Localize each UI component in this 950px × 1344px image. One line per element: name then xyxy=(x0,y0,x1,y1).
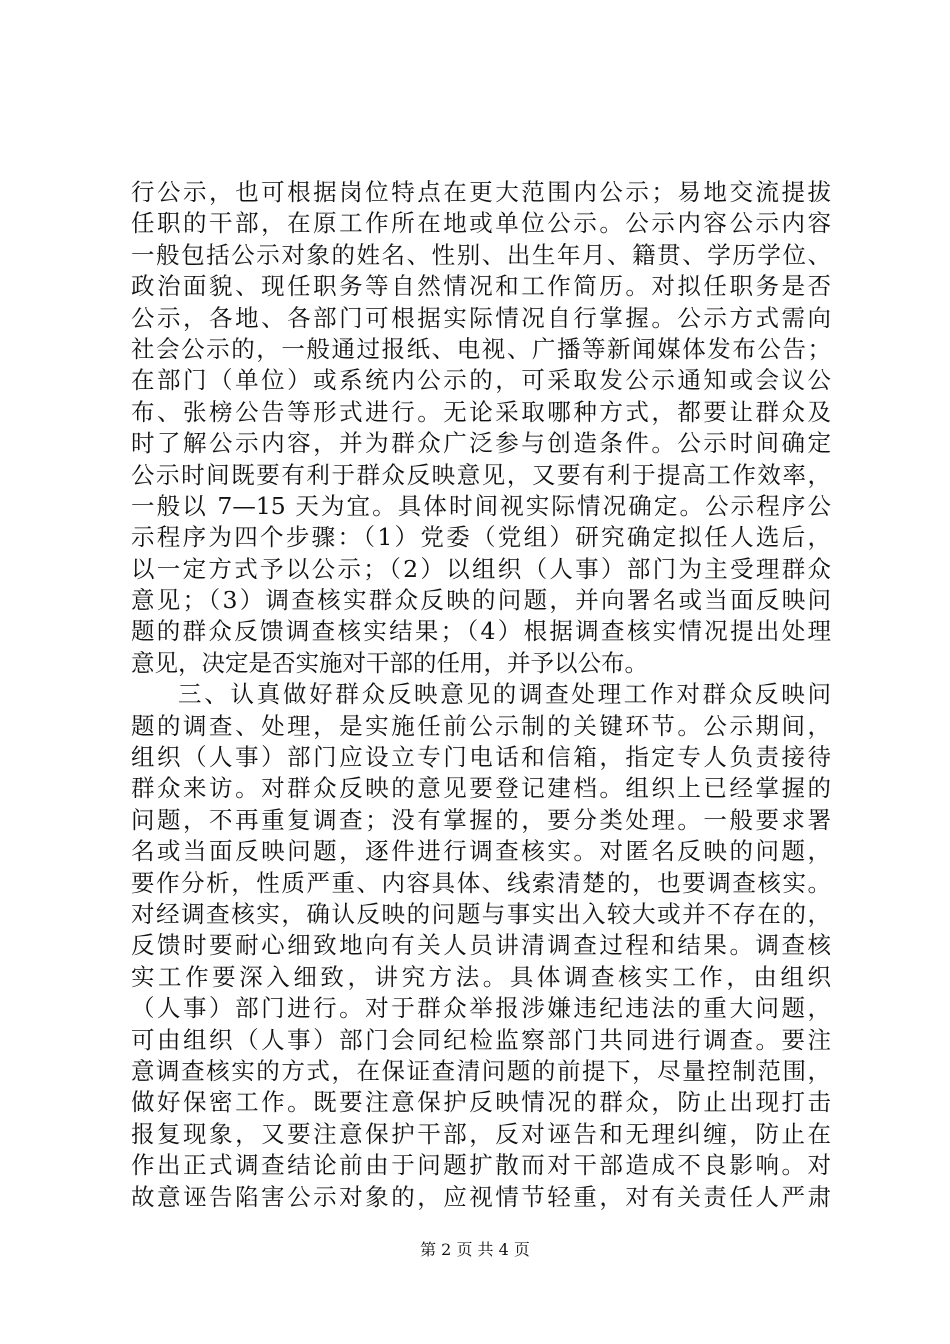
text-line: 问题，不再重复调查；没有掌握的，要分类处理。一般要求署 xyxy=(131,805,831,834)
text-line: 名或当面反映问题，逐件进行调查核实。对匿名反映的问题， xyxy=(131,837,831,866)
text-line: 做好保密工作。既要注意保护反映情况的群众，防止出现打击 xyxy=(131,1088,831,1117)
text-line: 在部门（单位）或系统内公示的，可采取发公示通知或会议公 xyxy=(131,366,831,395)
text-line: 时了解公示内容，并为群众广泛参与创造条件。公示时间确定 xyxy=(131,429,831,458)
document-body xyxy=(131,177,831,1213)
text-line: 要作分析，性质严重、内容具体、线索清楚的，也要调查核实。 xyxy=(131,868,831,897)
text-line: 示程序为四个步骤：（1）党委（党组）研究确定拟任人选后， xyxy=(131,523,831,552)
text-line: 可由组织（人事）部门会同纪检监察部门共同进行调查。要注 xyxy=(131,1025,831,1054)
page-number-footer: 第 2 页 共 4 页 xyxy=(420,1240,530,1259)
text-line: 意调查核实的方式，在保证查清问题的前提下，尽量控制范围， xyxy=(131,1056,831,1085)
text-line: 组织（人事）部门应设立专门电话和信箱，指定专人负责接待 xyxy=(131,743,831,772)
text-line: 群众来访。对群众反映的意见要登记建档。组织上已经掌握的 xyxy=(131,774,831,803)
text-line: 公示，各地、各部门可根据实际情况自行掌握。公示方式需向 xyxy=(131,303,831,332)
text-line: 以一定方式予以公示；（2）以组织（人事）部门为主受理群众 xyxy=(131,554,831,583)
text-line: 一般以 7—15 天为宜。具体时间视实际情况确定。公示程序公 xyxy=(131,491,831,520)
text-line: 意见，决定是否实施对干部的任用，并予以公布。 xyxy=(131,648,648,677)
text-line: 故意诬告陷害公示对象的，应视情节轻重，对有关责任人严肃 xyxy=(131,1182,831,1211)
text-line: 一般包括公示对象的姓名、性别、出生年月、籍贯、学历学位、 xyxy=(131,240,831,269)
text-line: 题的调查、处理，是实施任前公示制的关键环节。公示期间， xyxy=(131,711,831,740)
section-heading-line: 三、认真做好群众反映意见的调查处理工作对群众反映问 xyxy=(178,680,831,709)
text-line: （人事）部门进行。对于群众举报涉嫌违纪违法的重大问题， xyxy=(131,994,831,1023)
text-line: 意见；（3）调查核实群众反映的问题，并向署名或当面反映问 xyxy=(131,586,831,615)
text-line: 政治面貌、现任职务等自然情况和工作简历。对拟任职务是否 xyxy=(131,272,831,301)
text-line: 社会公示的，一般通过报纸、电视、广播等新闻媒体发布公告； xyxy=(131,334,831,363)
text-line: 反馈时要耐心细致地向有关人员讲清调查过程和结果。调查核 xyxy=(131,931,831,960)
text-line: 公示时间既要有利于群众反映意见，又要有利于提高工作效率， xyxy=(131,460,831,489)
text-line: 布、张榜公告等形式进行。无论采取哪种方式，都要让群众及 xyxy=(131,397,831,426)
text-line: 任职的干部，在原工作所在地或单位公示。公示内容公示内容 xyxy=(131,209,831,238)
text-line: 对经调查核实，确认反映的问题与事实出入较大或并不存在的， xyxy=(131,899,831,928)
text-line: 报复现象，又要注意保护干部，反对诬告和无理纠缠，防止在 xyxy=(131,1119,831,1148)
text-line: 实工作要深入细致，讲究方法。具体调查核实工作，由组织 xyxy=(131,962,831,991)
text-line: 行公示，也可根据岗位特点在更大范围内公示；易地交流提拔 xyxy=(131,178,831,206)
text-line: 题的群众反馈调查核实结果；（4）根据调查核实情况提出处理 xyxy=(131,617,831,646)
text-line: 作出正式调查结论前由于问题扩散而对干部造成不良影响。对 xyxy=(131,1151,831,1180)
